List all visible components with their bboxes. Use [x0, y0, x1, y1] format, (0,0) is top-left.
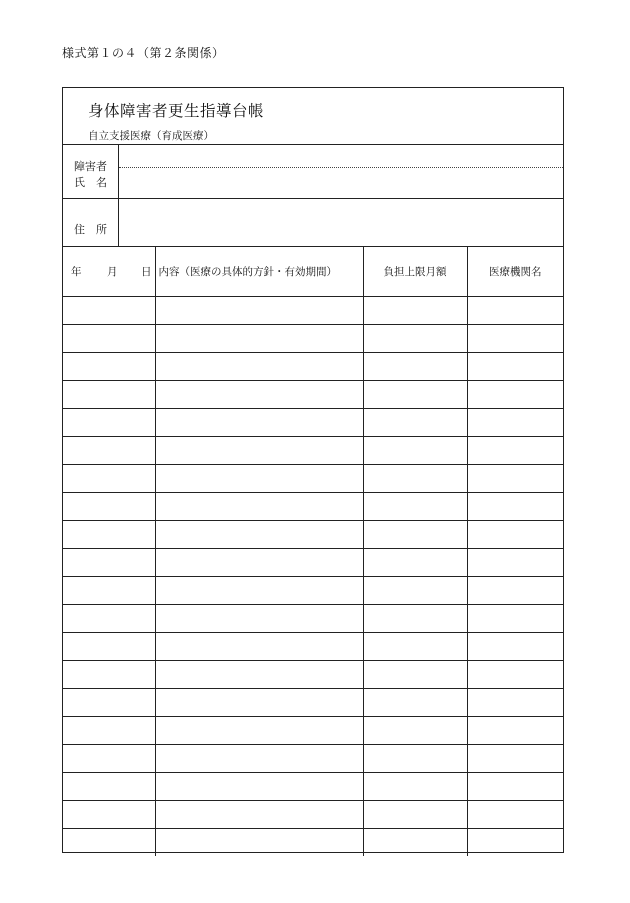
cell-institution[interactable] — [467, 605, 563, 633]
cell-content[interactable] — [155, 297, 363, 325]
cell-institution[interactable] — [467, 521, 563, 549]
title-divider — [63, 144, 563, 145]
cell-date[interactable] — [63, 829, 155, 857]
furigana-dotted-line — [119, 167, 563, 168]
cell-institution[interactable] — [467, 577, 563, 605]
cell-institution[interactable] — [467, 633, 563, 661]
table-row — [63, 437, 563, 465]
cell-limit[interactable] — [363, 577, 467, 605]
cell-date[interactable] — [63, 353, 155, 381]
header-date-day: 日 — [141, 266, 152, 278]
table-row — [63, 381, 563, 409]
cell-limit[interactable] — [363, 605, 467, 633]
ledger-form — [62, 87, 564, 853]
address-label: 住 所 — [74, 223, 107, 236]
cell-institution[interactable] — [467, 493, 563, 521]
cell-date[interactable] — [63, 437, 155, 465]
cell-limit[interactable] — [363, 829, 467, 857]
cell-content[interactable] — [155, 773, 363, 801]
table-row — [63, 493, 563, 521]
cell-institution[interactable] — [467, 773, 563, 801]
table-row — [63, 689, 563, 717]
cell-limit[interactable] — [363, 661, 467, 689]
cell-limit[interactable] — [363, 325, 467, 353]
cell-content[interactable] — [155, 409, 363, 437]
cell-limit[interactable] — [363, 549, 467, 577]
table-header-row — [63, 246, 563, 297]
label-column-divider-name — [118, 144, 119, 198]
cell-limit[interactable] — [363, 353, 467, 381]
header-limit: 負担上限月額 — [363, 246, 467, 297]
cell-limit[interactable] — [363, 493, 467, 521]
cell-limit[interactable] — [363, 465, 467, 493]
cell-content[interactable] — [155, 577, 363, 605]
cell-date[interactable] — [63, 493, 155, 521]
header-date — [63, 246, 155, 297]
cell-limit[interactable] — [363, 717, 467, 745]
cell-content[interactable] — [155, 605, 363, 633]
cell-date[interactable] — [63, 801, 155, 829]
name-divider — [63, 198, 563, 199]
cell-date[interactable] — [63, 689, 155, 717]
table-row — [63, 297, 563, 325]
header-date-month: 月 — [107, 266, 118, 278]
label-column-divider-address — [118, 198, 119, 246]
cell-institution[interactable] — [467, 325, 563, 353]
cell-limit[interactable] — [363, 801, 467, 829]
record-table — [63, 246, 563, 856]
cell-content[interactable] — [155, 717, 363, 745]
table-row — [63, 829, 563, 857]
cell-date[interactable] — [63, 549, 155, 577]
table-row — [63, 745, 563, 773]
cell-institution[interactable] — [467, 465, 563, 493]
name-label-line2: 氏 名 — [74, 176, 107, 189]
cell-date[interactable] — [63, 745, 155, 773]
cell-content[interactable] — [155, 633, 363, 661]
cell-institution[interactable] — [467, 409, 563, 437]
cell-date[interactable] — [63, 297, 155, 325]
table-row — [63, 353, 563, 381]
table-row — [63, 801, 563, 829]
cell-content[interactable] — [155, 829, 363, 857]
document-subtitle: 自立支援医療（育成医療） — [88, 130, 214, 142]
cell-content[interactable] — [155, 493, 363, 521]
header-institution: 医療機関名 — [467, 246, 563, 297]
cell-content[interactable] — [155, 689, 363, 717]
cell-date[interactable] — [63, 605, 155, 633]
document-title: 身体障害者更生指導台帳 — [88, 102, 265, 120]
cell-content[interactable] — [155, 801, 363, 829]
cell-content[interactable] — [155, 381, 363, 409]
cell-institution[interactable] — [467, 661, 563, 689]
cell-content[interactable] — [155, 465, 363, 493]
cell-limit[interactable] — [363, 381, 467, 409]
cell-limit[interactable] — [363, 437, 467, 465]
header-content: 内容（医療の具体的方針・有効期間） — [155, 246, 363, 297]
cell-content[interactable] — [155, 549, 363, 577]
cell-date[interactable] — [63, 325, 155, 353]
cell-date[interactable] — [63, 661, 155, 689]
cell-date[interactable] — [63, 521, 155, 549]
cell-date[interactable] — [63, 409, 155, 437]
table-body — [63, 297, 563, 857]
table-row — [63, 717, 563, 745]
table-row — [63, 773, 563, 801]
cell-content[interactable] — [155, 745, 363, 773]
cell-limit[interactable] — [363, 409, 467, 437]
cell-date[interactable] — [63, 381, 155, 409]
table-row — [63, 465, 563, 493]
cell-content[interactable] — [155, 325, 363, 353]
title-block — [63, 88, 563, 144]
cell-content[interactable] — [155, 521, 363, 549]
table-row — [63, 577, 563, 605]
form-number: 様式第１の４（第２条関係） — [62, 46, 225, 60]
cell-institution[interactable] — [467, 829, 563, 857]
cell-institution[interactable] — [467, 297, 563, 325]
cell-content[interactable] — [155, 353, 363, 381]
name-label-line1: 障害者 — [74, 160, 107, 173]
table-row — [63, 605, 563, 633]
table-row — [63, 549, 563, 577]
table-row — [63, 409, 563, 437]
cell-institution[interactable] — [467, 353, 563, 381]
cell-institution[interactable] — [467, 801, 563, 829]
cell-date[interactable] — [63, 577, 155, 605]
cell-institution[interactable] — [467, 717, 563, 745]
cell-limit[interactable] — [363, 773, 467, 801]
cell-content[interactable] — [155, 661, 363, 689]
cell-content[interactable] — [155, 437, 363, 465]
header-date-year: 年 — [71, 266, 82, 278]
table-row — [63, 661, 563, 689]
cell-date[interactable] — [63, 717, 155, 745]
table-row — [63, 633, 563, 661]
cell-date[interactable] — [63, 465, 155, 493]
table-row — [63, 521, 563, 549]
cell-limit[interactable] — [363, 689, 467, 717]
cell-date[interactable] — [63, 633, 155, 661]
cell-limit[interactable] — [363, 521, 467, 549]
cell-institution[interactable] — [467, 437, 563, 465]
cell-limit[interactable] — [363, 633, 467, 661]
cell-limit[interactable] — [363, 745, 467, 773]
cell-institution[interactable] — [467, 689, 563, 717]
table-row — [63, 325, 563, 353]
cell-date[interactable] — [63, 773, 155, 801]
cell-institution[interactable] — [467, 745, 563, 773]
cell-institution[interactable] — [467, 381, 563, 409]
cell-limit[interactable] — [363, 297, 467, 325]
cell-institution[interactable] — [467, 549, 563, 577]
